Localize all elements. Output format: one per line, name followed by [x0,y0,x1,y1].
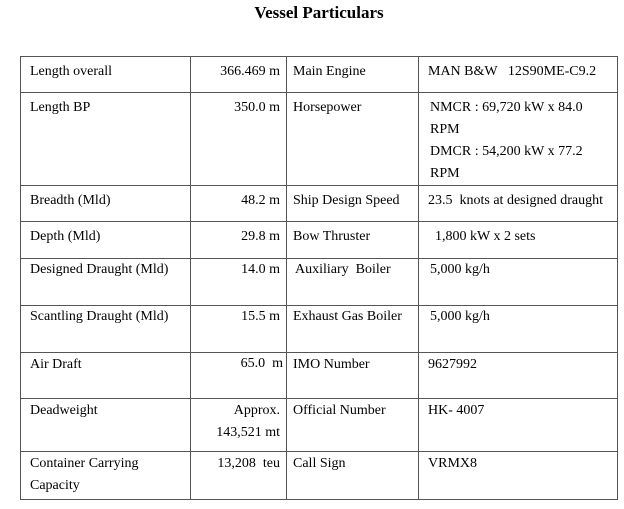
table-row [21,93,618,186]
value-auxiliary-boiler: 5,000 kg/h [419,259,618,306]
label-container-capacity: Container Carrying Capacity [21,452,191,500]
label-imo-number: IMO Number [287,353,419,399]
label-length-overall: Length overall [21,57,191,93]
value-official-number: HK- 4007 [419,399,618,452]
label-bow-thruster: Bow Thruster [287,222,419,259]
label-deadweight: Deadweight [21,399,191,452]
table-row [21,57,618,93]
value-call-sign: VRMX8 [419,452,618,500]
label-ship-design-speed: Ship Design Speed [287,186,419,222]
label-designed-draught: Designed Draught (Mld) [21,259,191,306]
value-ship-design-speed: 23.5 knots at designed draught [419,186,618,222]
value-breadth: 48.2 m [191,186,287,222]
label-depth: Depth (Mld) [21,222,191,259]
value-bow-thruster: 1,800 kW x 2 sets [419,222,618,259]
value-length-bp: 350.0 m [191,93,287,186]
table-row [21,353,618,399]
value-length-overall: 366.469 m [191,57,287,93]
horsepower-dmcr: DMCR : 54,200 kW x 77.2 RPM [430,144,583,181]
value-main-engine: MAN B&W 12S90ME-C9.2 [419,57,618,93]
page-title: Vessel Particulars [254,3,384,22]
value-air-draft: 65.0 m [191,353,287,399]
label-air-draft: Air Draft [21,353,191,399]
value-container-capacity: 13,208 teu [191,452,287,500]
value-exhaust-gas-boiler: 5,000 kg/h [419,306,618,353]
value-designed-draught: 14.0 m [191,259,287,306]
horsepower-nmcr: NMCR : 69,720 kW x 84.0 RPM [430,100,583,137]
table-row [21,186,618,222]
label-length-bp: Length BP [21,93,191,186]
table-row [21,399,618,452]
label-exhaust-gas-boiler: Exhaust Gas Boiler [287,306,419,353]
value-depth: 29.8 m [191,222,287,259]
label-official-number: Official Number [287,399,419,452]
table-row [21,259,618,306]
vessel-particulars-table [20,56,618,500]
table-row [21,306,618,353]
value-imo-number: 9627992 [419,353,618,399]
label-main-engine: Main Engine [287,57,419,93]
label-call-sign: Call Sign [287,452,419,500]
value-horsepower [419,93,618,186]
label-scantling-draught: Scantling Draught (Mld) [21,306,191,353]
value-scantling-draught: 15.5 m [191,306,287,353]
table-row [21,222,618,259]
value-deadweight: Approx. 143,521 mt [191,399,287,452]
label-breadth: Breadth (Mld) [21,186,191,222]
label-auxiliary-boiler: Auxiliary Boiler [287,259,419,306]
label-horsepower: Horsepower [287,93,419,186]
table-row [21,452,618,500]
